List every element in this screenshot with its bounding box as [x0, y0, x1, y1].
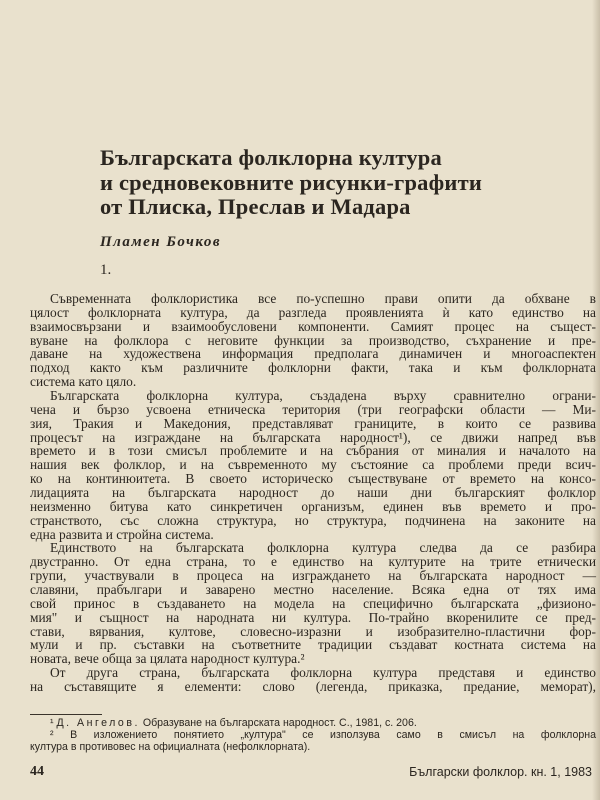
title-line: и средновековните рисунки-графити [100, 169, 482, 195]
text-line: даване на художествена информация предполага динамичен и многоаспектен [30, 346, 596, 362]
text-line: ко на континюитета. В своето историческо съществуване от времето на консо- [30, 471, 596, 487]
page-number: 44 [30, 764, 44, 779]
text-line: славяни, прабългари и заварено местно население. Всяка една от тях има [30, 582, 596, 598]
footnote-divider [30, 714, 102, 715]
text-line: времето и в този смисъл проблемите и на събрания от миналия и началото на [30, 443, 596, 459]
text-line: неизменно битува като синкретичен организъм, единен във времето и про- [30, 498, 596, 514]
paragraph [30, 541, 596, 666]
text-line: една развита и стройна система. [30, 526, 214, 542]
text-line: цялост фолклорната култура, да разгледа проявленията ѝ като единство на [30, 304, 596, 320]
text-line: Съвременната фолклористика все по-успешно прави опити да обхване в [50, 291, 596, 306]
text-line: странството, със сложна структура, но структура, подчинена на законите на [30, 512, 596, 528]
paragraph [30, 292, 596, 389]
text-line: Единството на българската фолклорна култура следва да се разбира [50, 540, 596, 556]
text-line: мия" и същност на народната ни култура. По-трайно вкоренилите се пред- [30, 609, 596, 625]
text-line: лидацията на българската народност до наши дни българският фолклор [30, 485, 596, 501]
section-number: 1. [100, 262, 112, 278]
text-line: двустранно. От една страна, то е единство на културите на трите етнически [30, 554, 596, 570]
paragraph [30, 666, 596, 694]
text-line: нашия век фолклор, и на съвременното му състояние са проблеми преди всич- [30, 457, 596, 473]
paragraph [30, 389, 596, 541]
article-title [100, 146, 482, 220]
footnote-2-line: култура в противовес на официалната (нефолклорната). [30, 741, 311, 753]
text-line: стави, вярвания, култове, словесно-изразни и изобразително-пластични фор- [30, 623, 596, 639]
text-line: вуване на фолклора с неговите функции за производство, съхранение и пре- [30, 332, 596, 348]
text-line: на съставящите я елементи: слово (легенда, приказка, предание, меморат), [30, 679, 596, 695]
footnote-author: Д. Ангелов. [56, 717, 140, 729]
article-body [30, 292, 596, 694]
text-line: зия, Тракия и Македония, представляват границите, в които се развива [30, 415, 596, 431]
text-line: процесът на изграждане на българската народност¹), се движи напред във [30, 429, 596, 445]
text-line: новата, вече обща за цялата народност култура.² [30, 651, 305, 667]
text-line: чена и бързо усвоена етническа територия (три географски области — Ми- [30, 401, 596, 417]
footnote-1 [30, 717, 596, 729]
footnote-text: Образуване на българската народност. С., 1981, с. 206. [142, 717, 417, 729]
journal-citation: Български фолклор. кн. 1, 1983 [409, 765, 592, 779]
footnote-2-line: ² В изложението понятието „култура" се използува само в смисъл на фолклорна [50, 729, 596, 741]
footnotes [30, 717, 596, 753]
text-line: свой принос в създаването на модела на специфично българската „физионо- [30, 595, 596, 611]
text-line: подход както към различните фолклорни факти, така и към фолклорната [30, 360, 596, 376]
footnote-mark: ¹ [50, 717, 54, 729]
text-line: система като цяло. [30, 374, 137, 390]
text-line: мули и пр. съставки на съответните традиции създават костната система на [30, 637, 596, 653]
title-line: от Плиска, Преслав и Мадара [100, 194, 411, 219]
text-line: Българската фолклорна култура, създадена върху сравнително ограни- [50, 388, 596, 404]
text-line: взаимосвързани и взаимообусловени компоненти. Самият процес на същест- [30, 318, 596, 334]
text-line: групи, участвували в процеса на изграждането на българската народност — [30, 568, 596, 584]
author-name: Пламен Бочков [100, 234, 222, 250]
text-line: От друга страна, българската фолклорна култура представя и единство [50, 665, 596, 681]
title-line: Българската фолклорна култура [100, 145, 442, 170]
